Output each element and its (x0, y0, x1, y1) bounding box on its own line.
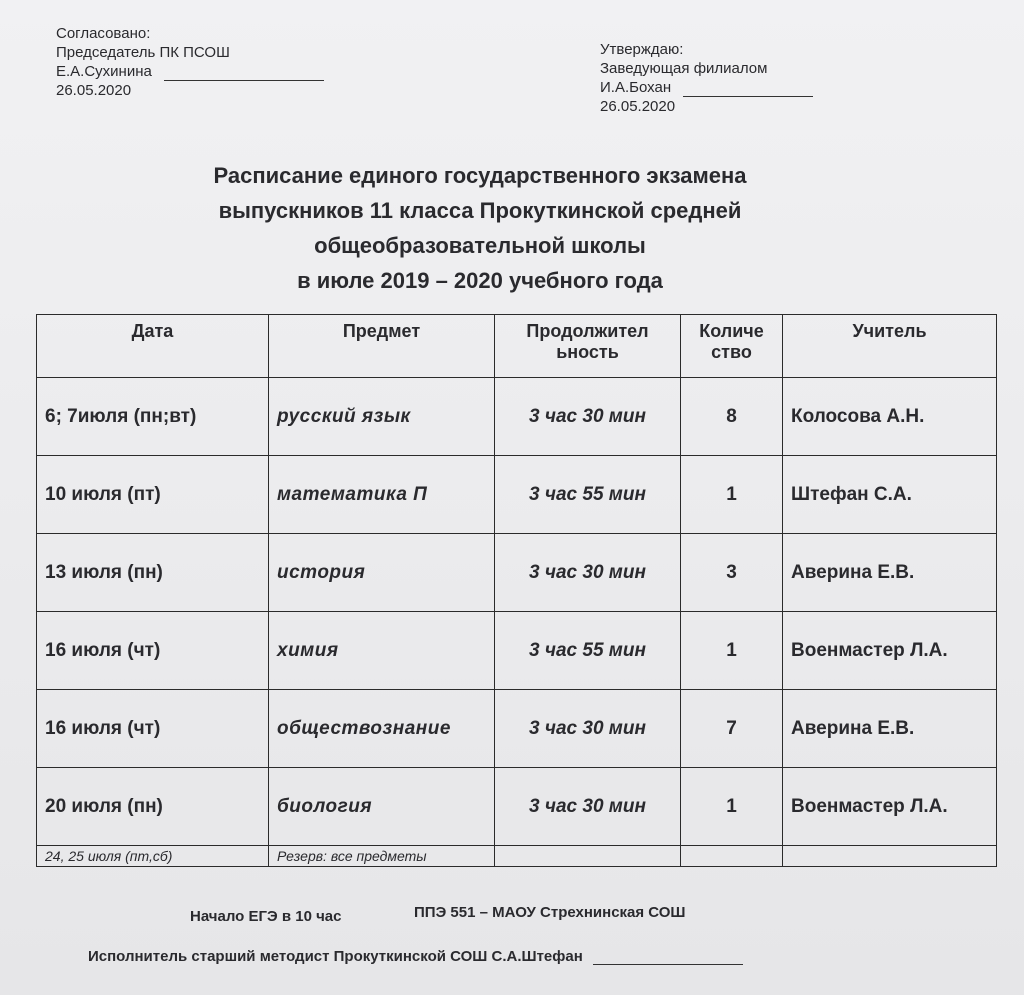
cell-duration: 3 час 30 мин (495, 534, 681, 612)
cell-teacher: Военмастер Л.А. (783, 768, 997, 846)
table-header-row (37, 315, 997, 378)
cell-subject: история (269, 534, 495, 612)
approver-name-row (600, 78, 813, 97)
document-title (100, 158, 860, 298)
exam-start-note: Начало ЕГЭ в 10 час (190, 908, 342, 925)
approval-block-left (56, 24, 324, 100)
header-teacher: Учитель (783, 315, 997, 378)
table-row (37, 534, 997, 612)
exam-schedule-table (36, 314, 997, 867)
approval-date: 26.05.2020 (56, 82, 132, 99)
cell-subject: математика П (269, 456, 495, 534)
table-row-reserve (37, 846, 997, 867)
cell-subject: химия (269, 612, 495, 690)
approver-position: Председатель ПК ПСОШ (56, 44, 230, 61)
approval-label: Утверждаю: (600, 41, 684, 58)
approver-position: Заведующая филиалом (600, 60, 768, 77)
cell-teacher: Колосова А.Н. (783, 378, 997, 456)
table-row (37, 456, 997, 534)
cell-duration: 3 час 30 мин (495, 690, 681, 768)
cell-subject: биология (269, 768, 495, 846)
signature-line (593, 950, 743, 965)
cell-subject: обществознание (269, 690, 495, 768)
approver-name: Е.А.Сухинина (56, 63, 152, 80)
cell-date: 20 июля (пн) (37, 768, 269, 846)
title-line: в июле 2019 – 2020 учебного года (297, 268, 663, 293)
cell-teacher: Военмастер Л.А. (783, 612, 997, 690)
title-line: выпускников 11 класса Прокуткинской средней (218, 198, 742, 223)
cell-teacher: Штефан С.А. (783, 456, 997, 534)
cell-empty (495, 846, 681, 867)
ppe-note: ППЭ 551 – МАОУ Стрехнинская СОШ (414, 904, 686, 921)
table-row (37, 690, 997, 768)
cell-duration: 3 час 30 мин (495, 768, 681, 846)
cell-subject: русский язык (269, 378, 495, 456)
cell-count: 8 (681, 378, 783, 456)
header-duration: Продолжител ьность (495, 315, 681, 378)
cell-count: 1 (681, 612, 783, 690)
header-subject: Предмет (269, 315, 495, 378)
cell-date: 6; 7июля (пн;вт) (37, 378, 269, 456)
header-count: Количе ство (681, 315, 783, 378)
cell-duration: 3 час 55 мин (495, 456, 681, 534)
table-row (37, 612, 997, 690)
executor-note: Исполнитель старший методист Прокуткинской СОШ С.А.Штефан (88, 948, 583, 965)
approver-name: И.А.Бохан (600, 79, 672, 96)
cell-teacher: Аверина Е.В. (783, 534, 997, 612)
cell-reserve-date: 24, 25 июля (пт,сб) (37, 846, 269, 867)
title-line: общеобразовательной школы (314, 233, 646, 258)
header-date: Дата (37, 315, 269, 378)
approval-block-right (600, 40, 813, 116)
cell-count: 7 (681, 690, 783, 768)
cell-count: 3 (681, 534, 783, 612)
cell-duration: 3 час 55 мин (495, 612, 681, 690)
signature-line (164, 66, 324, 81)
cell-reserve-subject: Резерв: все предметы (269, 846, 495, 867)
table-row (37, 378, 997, 456)
signature-line (683, 82, 813, 97)
cell-count: 1 (681, 456, 783, 534)
cell-date: 16 июля (чт) (37, 690, 269, 768)
cell-date: 10 июля (пт) (37, 456, 269, 534)
cell-date: 16 июля (чт) (37, 612, 269, 690)
approval-label: Согласовано: (56, 25, 151, 42)
cell-empty (783, 846, 997, 867)
cell-date: 13 июля (пн) (37, 534, 269, 612)
table-row (37, 768, 997, 846)
cell-duration: 3 час 30 мин (495, 378, 681, 456)
approval-date: 26.05.2020 (600, 98, 676, 115)
approver-name-row (56, 62, 324, 81)
cell-teacher: Аверина Е.В. (783, 690, 997, 768)
cell-empty (681, 846, 783, 867)
title-line: Расписание единого государственного экзамена (213, 163, 747, 188)
executor-row (88, 948, 743, 965)
cell-count: 1 (681, 768, 783, 846)
